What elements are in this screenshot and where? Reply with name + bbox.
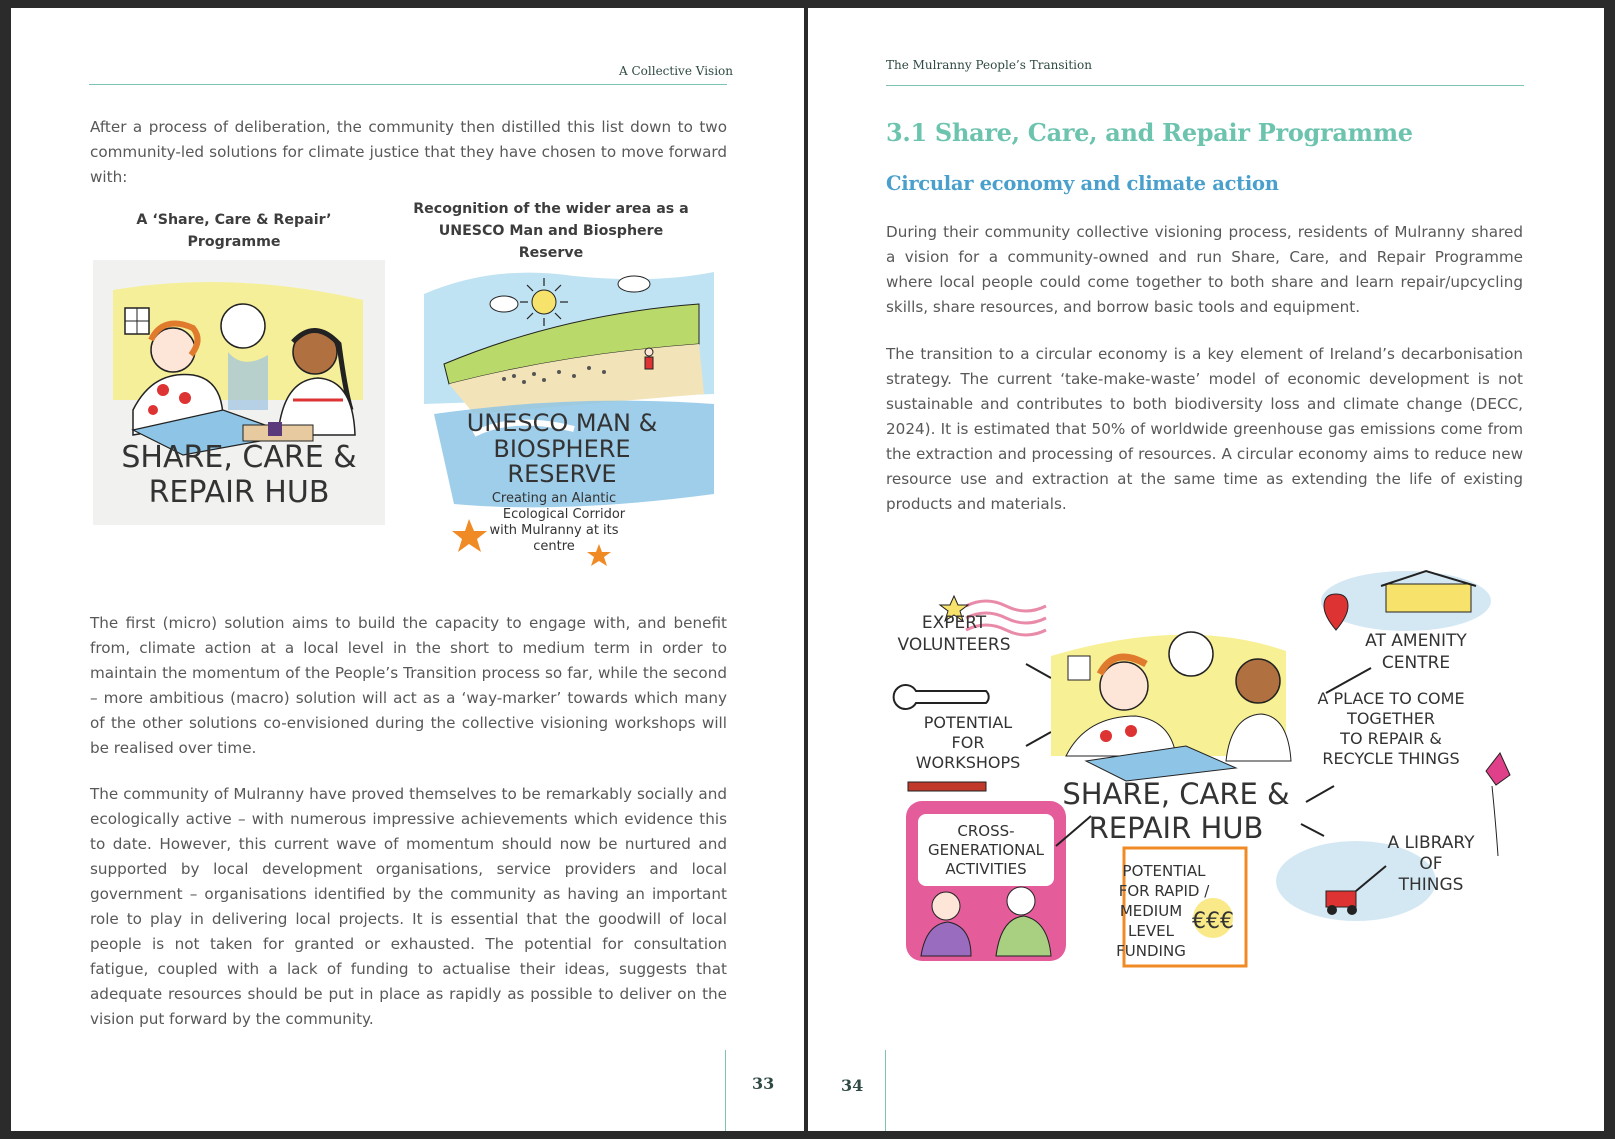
illus-cross-line1: CROSS-	[957, 822, 1015, 840]
section-heading: 3.1 Share, Care, and Repair Programme	[886, 118, 1413, 147]
footer-rule-right	[885, 1050, 886, 1131]
illus-expert-line2: VOLUNTEERS	[897, 635, 1011, 655]
illus-hub-title-line1: SHARE, CARE &	[1062, 777, 1290, 811]
illus-place-line1: A PLACE TO COME	[1317, 689, 1465, 708]
header-rule-right	[886, 85, 1524, 86]
illus-workshops-line3: WORKSHOPS	[915, 753, 1021, 772]
left-page	[11, 8, 804, 1131]
illus-expert-line1: EXPERT	[921, 613, 987, 633]
illus-hub-title-line2: REPAIR HUB	[1088, 811, 1264, 845]
illus-fund-line2: FOR RAPID /	[1118, 882, 1210, 900]
illus-unesco-line3: RESERVE	[507, 460, 617, 488]
illus-fund-line1: POTENTIAL	[1122, 862, 1206, 880]
intro-paragraph: After a process of deliberation, the community then distilled this list down to two community-led solutions for climate justice that they have chosen to move forward with:	[90, 118, 727, 186]
page-number-right: 34	[841, 1076, 864, 1095]
page-number-left: 33	[752, 1074, 775, 1093]
section-subheading: Circular economy and climate action	[886, 172, 1279, 195]
illus-unesco-sub3: with Mulranny at its	[489, 523, 619, 538]
illus-unesco-line2: BIOSPHERE	[493, 435, 631, 463]
illus-cross-line2: GENERATIONAL	[928, 841, 1044, 859]
right-page	[808, 8, 1604, 1131]
illus-unesco-line1: UNESCO MAN &	[466, 409, 658, 437]
right-paragraph-1: During their community collective visioning process, residents of Mulranny shared a vision for a community-owned and run Share, Care, and Repair Programme where local people could come together to both share and learn repair/upcycling skills, share resources, and borrow basic tools and equipment.	[886, 223, 1523, 316]
illus-place-line2: TOGETHER	[1347, 709, 1435, 728]
caption-share-care-repair: A ‘Share, Care & Repair’ Programme	[136, 212, 332, 250]
running-head-left: A Collective Vision	[619, 64, 733, 78]
illus-fund-line5: FUNDING	[1116, 942, 1186, 960]
share-care-repair-illustration	[93, 260, 385, 525]
running-head-right: The Mulranny People’s Transition	[886, 58, 1092, 72]
left-paragraph-1: The first (micro) solution aims to build the capacity to engage with, and benefit from, climate action at a local level in the short to medium term in order to maintain the momentum of the People’s Transition process so far, while the second – more ambitious (macro) solution will act as a ‘way-marker’ towards which many of the other solutions co-envisioned during the collective visioning workshops will be realised over time.	[90, 614, 727, 757]
caption-unesco-line2: UNESCO Man and Biosphere Reserve	[438, 223, 664, 261]
caption-unesco-line1: Recognition of the wider area as a	[413, 201, 689, 217]
header-rule-left	[89, 84, 727, 85]
illus-fund-line3: MEDIUM	[1119, 902, 1183, 920]
illus-workshops-line1: POTENTIAL	[923, 713, 1013, 732]
share-care-repair-hub-illustration	[886, 556, 1526, 1006]
illus-cross-line3: ACTIVITIES	[945, 860, 1027, 878]
caption-unesco	[411, 198, 691, 264]
illus-hub-line1: SHARE, CARE &	[121, 440, 357, 475]
illus-library-line1: A LIBRARY	[1387, 833, 1475, 853]
illus-fund-line4: LEVEL	[1128, 922, 1174, 940]
illus-library-line2: OF	[1419, 854, 1443, 874]
illus-place-line3: TO REPAIR &	[1340, 729, 1442, 748]
unesco-illustration	[414, 264, 724, 584]
illus-unesco-sub1: Creating an Alantic	[491, 491, 617, 506]
illus-library-line3: THINGS	[1398, 875, 1464, 895]
illus-unesco-sub4: centre	[533, 539, 575, 554]
illus-place-line4: RECYCLE THINGS	[1322, 749, 1460, 768]
illus-hub-line2: REPAIR HUB	[148, 475, 330, 510]
illus-amenity-line2: CENTRE	[1381, 653, 1451, 673]
illus-workshops-line2: FOR	[951, 733, 985, 752]
illus-fund-euros: €€€	[1192, 909, 1234, 934]
right-paragraph-2: The transition to a circular economy is a key element of Ireland’s decarbonisation strategy. The current ‘take-make-waste’ model of economic development is not sustainable and contributes to both biodiversity loss and climate change (DECC, 2024). It is estimated that 50% of worldwide greenhouse gas emissions come from the extraction and processing of resources. A circular economy aims to reduce new resource use and extraction at the same time as extending the life of existing products and materials.	[886, 345, 1523, 513]
illus-amenity-line1: AT AMENITY	[1365, 631, 1467, 651]
left-paragraph-2: The community of Mulranny have proved themselves to be remarkably socially and ecologically active – with numerous impressive achievements which evidence this to date. However, this current wave of momentum should now be nurtured and supported by local development organisations, service providers and local government – organisations identified by the community as having an important role to play in delivering local projects. It is essential that the goodwill of local people is not taken for granted or exhausted. The potential for consultation fatigue, coupled with a lack of funding to actualise their ideas, suggests that adequate resources should be put in place as rapidly as possible to deliver on the vision put forward by the community.	[90, 785, 727, 1028]
footer-rule-left	[725, 1050, 726, 1131]
illus-unesco-sub2: Ecological Corridor	[502, 507, 626, 522]
